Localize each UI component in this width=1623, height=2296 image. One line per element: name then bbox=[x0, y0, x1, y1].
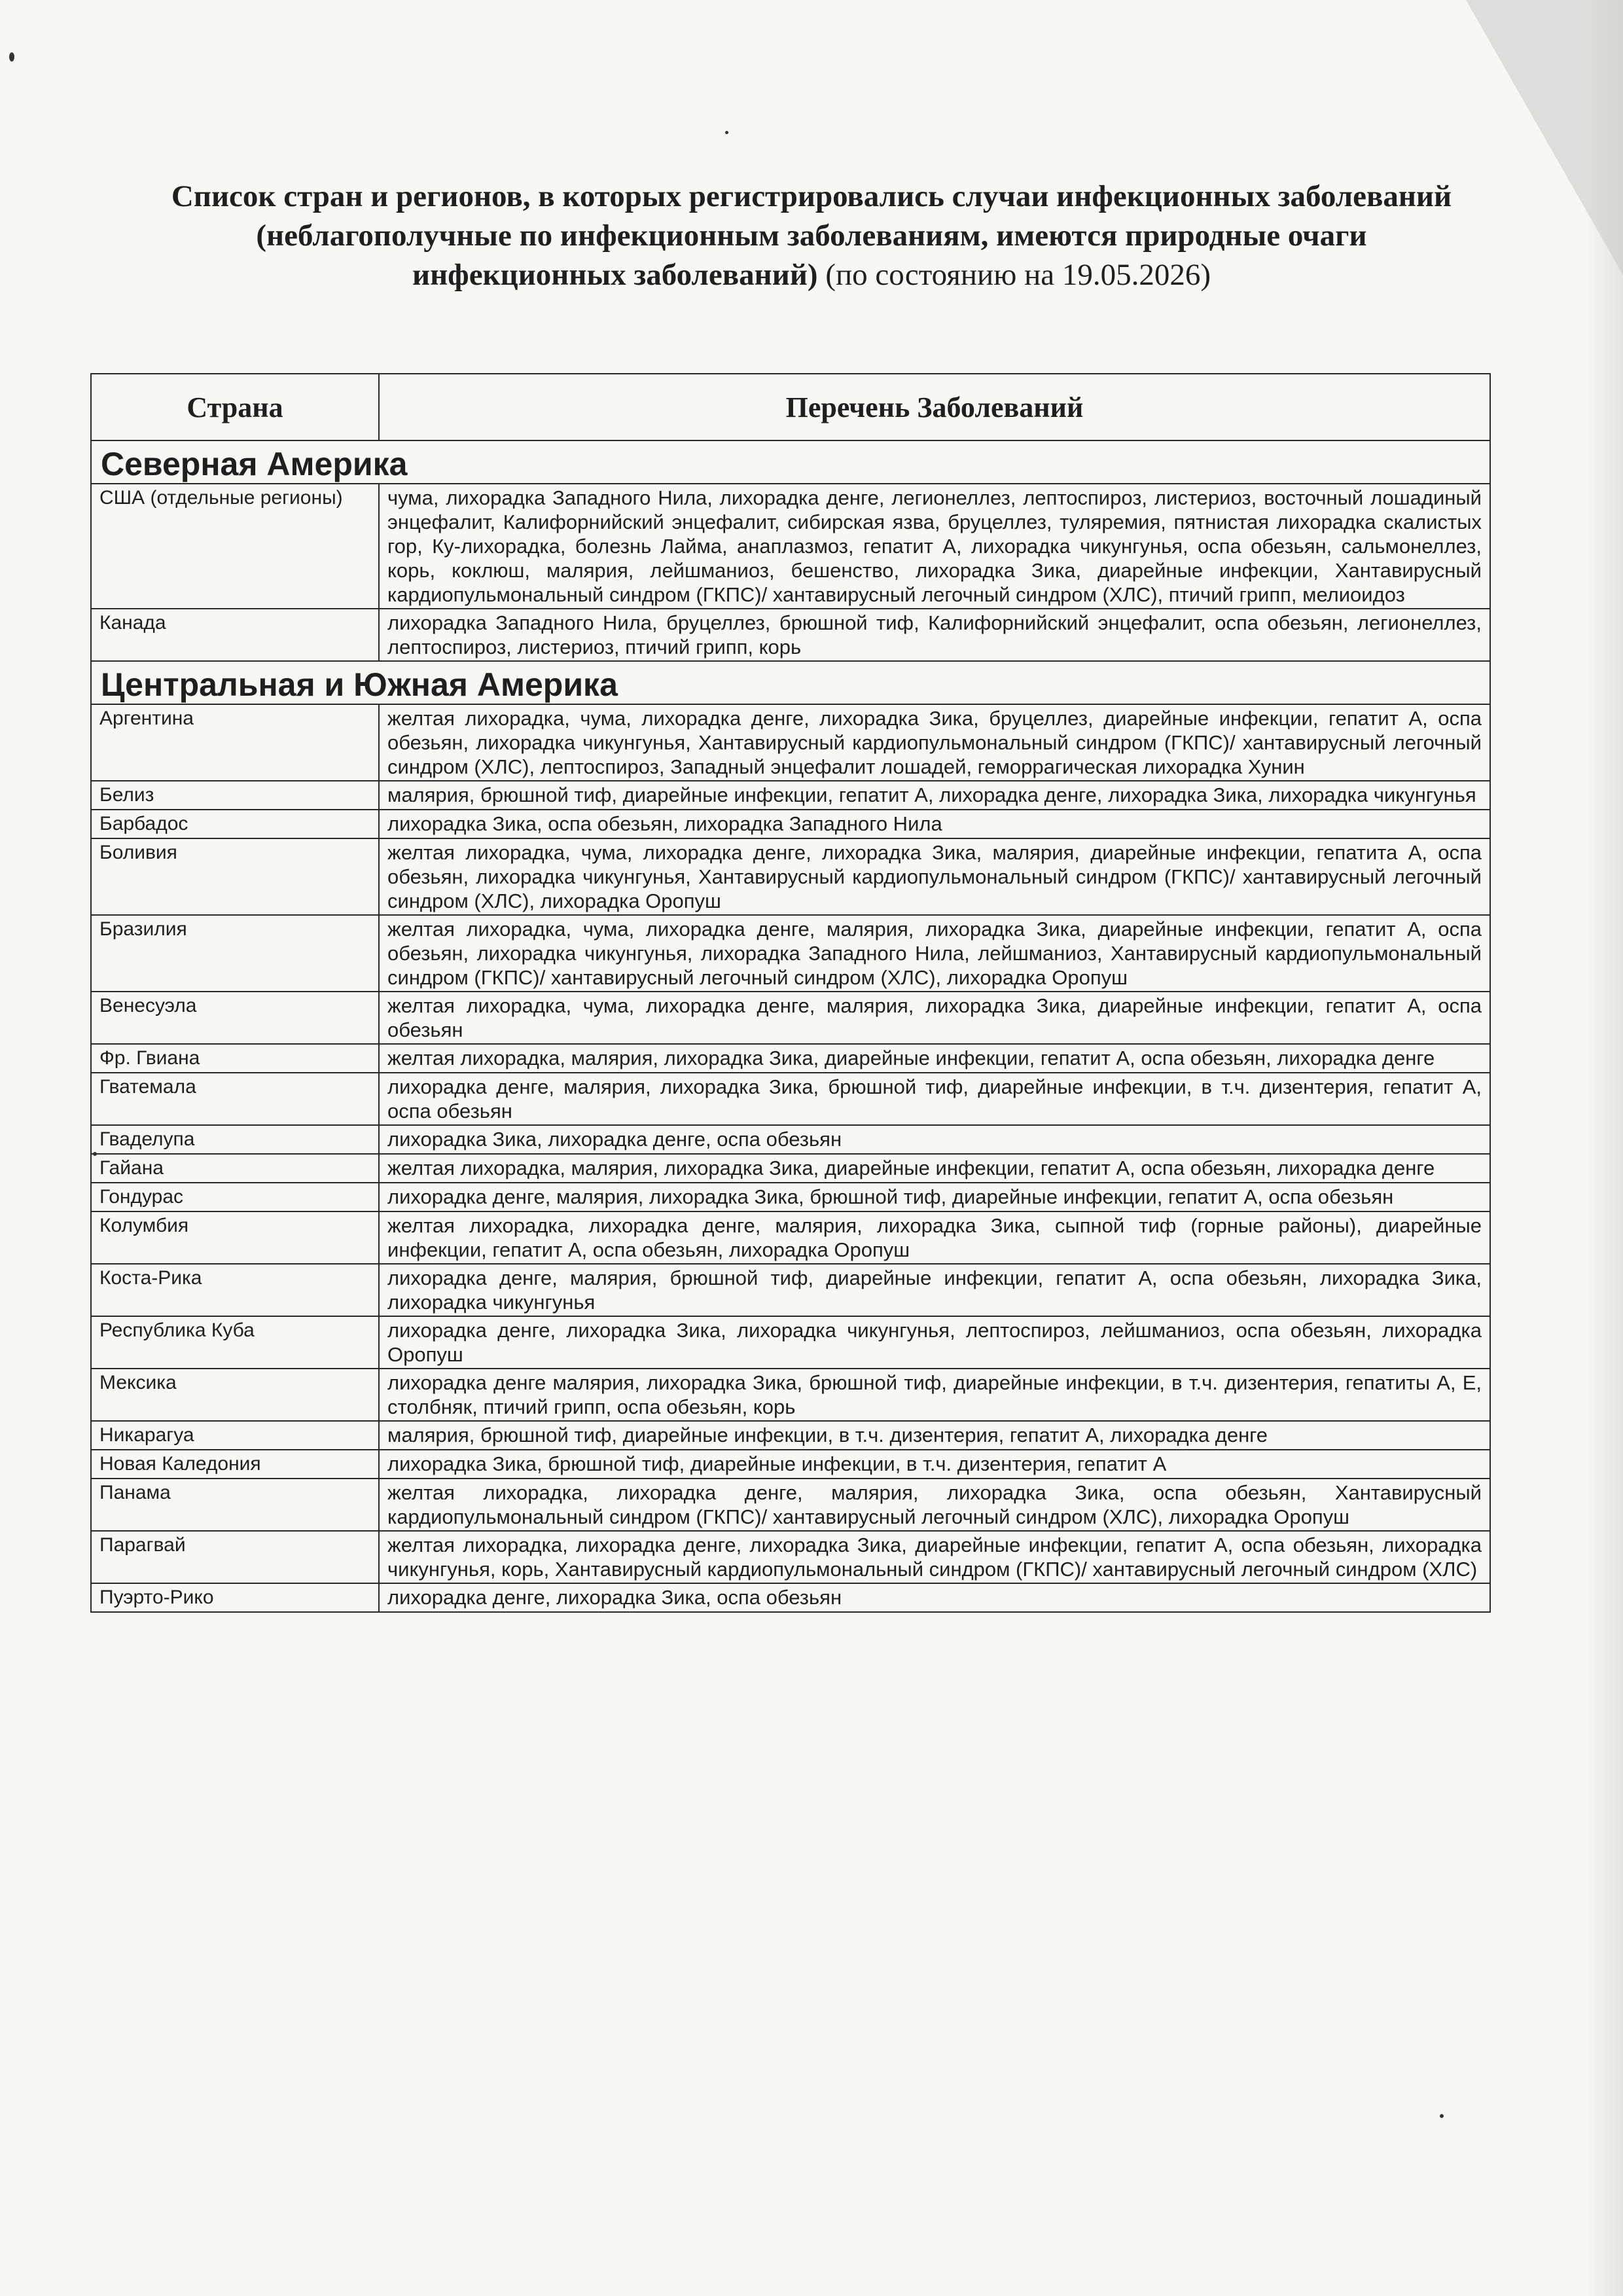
diseases-cell: малярия, брюшной тиф, диарейные инфекции, гепатит А, лихорадка денге, лихорадка Зика, лихорадка чикунгунья bbox=[379, 781, 1490, 810]
country-cell: Венесуэла bbox=[91, 992, 379, 1044]
table-row bbox=[91, 1531, 1490, 1583]
table-row bbox=[91, 1044, 1490, 1073]
table-row bbox=[91, 1183, 1490, 1211]
diseases-cell: лихорадка денге, малярия, лихорадка Зика, брюшной тиф, диарейные инфекции, в т.ч. дизентерия, гепатит А, оспа обезьян bbox=[379, 1073, 1490, 1125]
title-date: (по состоянию на 19.05.2026) bbox=[817, 258, 1211, 292]
title-main: Список стран и регионов, в которых регистрировались случаи инфекционных заболеваний (неблагополучные по инфекционным заболеваниям, имеются природные очаги инфекционных заболеваний) bbox=[171, 179, 1452, 292]
country-cell: Мексика bbox=[91, 1369, 379, 1421]
diseases-cell: желтая лихорадка, чума, лихорадка денге, лихорадка Зика, малярия, диарейные инфекции, гепатита А, оспа обезьян, лихорадка чикунгунья, Хантавирусный кардиопульмональный синдром (ГКПС)/ хантавирусный легочный синдром (ХЛС), лихорадка Оропуш bbox=[379, 838, 1490, 915]
document-title bbox=[157, 177, 1466, 295]
diseases-cell: лихорадка Западного Нила, бруцеллез, брюшной тиф, Калифорнийский энцефалит, оспа обезьян, легионеллез, лептоспироз, листериоз, птичий грипп, корь bbox=[379, 609, 1490, 661]
country-cell: Панама bbox=[91, 1479, 379, 1531]
diseases-cell: желтая лихорадка, чума, лихорадка денге, лихорадка Зика, бруцеллез, диарейные инфекции, гепатит А, оспа обезьян, лихорадка чикунгунья, Хантавирусный кардиопульмональный синдром (ГКПС)/ хантавирусный легочный синдром (ХЛС), лептоспироз, Западный энцефалит лошадей, геморрагическая лихорадка Хунин bbox=[379, 704, 1490, 781]
country-cell: Пуэрто-Рико bbox=[91, 1583, 379, 1612]
table-row bbox=[91, 1421, 1490, 1450]
diseases-cell: желтая лихорадка, малярия, лихорадка Зика, диарейные инфекции, гепатит А, оспа обезьян, лихорадка денге bbox=[379, 1154, 1490, 1183]
table-row bbox=[91, 1264, 1490, 1316]
scan-speck bbox=[1440, 2114, 1444, 2118]
country-cell: Новая Каледония bbox=[91, 1450, 379, 1479]
diseases-cell: чума, лихорадка Западного Нила, лихорадка денге, легионеллез, лептоспироз, листериоз, восточный лошадиный энцефалит, Калифорнийский энцефалит, сибирская язва, бруцеллез, туляремия, пятнистая лихорадка скалистых гор, Ку-лихорадка, болезнь Лайма, анаплазмоз, гепатит А, лихорадка чикунгунья, оспа обезьян, сальмонеллез, корь, коклюш, малярия, лейшманиоз, бешенство, лихорадка Зика, диарейные инфекции, Хантавирусный кардиопульмональный синдром (ГКПС)/ хантавирусный легочный синдром (ХЛС), птичий грипп, мелиоидоз bbox=[379, 484, 1490, 609]
folded-corner bbox=[1466, 0, 1623, 275]
page-edge-shadow bbox=[1584, 0, 1623, 2296]
country-cell: Парагвай bbox=[91, 1531, 379, 1583]
table-row bbox=[91, 992, 1490, 1044]
country-cell: Фр. Гвиана bbox=[91, 1044, 379, 1073]
table-row bbox=[91, 1125, 1490, 1154]
diseases-cell: желтая лихорадка, лихорадка денге, лихорадка Зика, диарейные инфекции, гепатит А, оспа обезьян, лихорадка чикунгунья, корь, Хантавирусный кардиопульмональный синдром (ГКПС)/ хантавирусный легочный синдром (ХЛС) bbox=[379, 1531, 1490, 1583]
country-cell: Колумбия bbox=[91, 1211, 379, 1264]
country-cell: США (отдельные регионы) bbox=[91, 484, 379, 609]
scan-speck bbox=[9, 52, 14, 62]
scan-speck bbox=[93, 1152, 97, 1156]
table-row bbox=[91, 1369, 1490, 1421]
country-cell: Никарагуа bbox=[91, 1421, 379, 1450]
country-cell: Республика Куба bbox=[91, 1316, 379, 1369]
table-row bbox=[91, 1316, 1490, 1369]
region-heading: Северная Америка bbox=[91, 440, 1490, 484]
diseases-cell: лихорадка денге малярия, лихорадка Зика, брюшной тиф, диарейные инфекции, в т.ч. дизентерия, гепатиты А, Е, столбняк, птичий грипп, оспа обезьян, корь bbox=[379, 1369, 1490, 1421]
scan-speck bbox=[725, 131, 728, 134]
header-country: Страна bbox=[91, 374, 379, 440]
table-row bbox=[91, 1450, 1490, 1479]
header-row bbox=[91, 374, 1490, 440]
table-body bbox=[91, 440, 1490, 1612]
diseases-cell: лихорадка денге, лихорадка Зика, лихорадка чикунгунья, лептоспироз, лейшманиоз, оспа обезьян, лихорадка Оропуш bbox=[379, 1316, 1490, 1369]
country-cell: Бразилия bbox=[91, 915, 379, 992]
diseases-cell: желтая лихорадка, чума, лихорадка денге, малярия, лихорадка Зика, диарейные инфекции, гепатит А, оспа обезьян, лихорадка чикунгунья, лихорадка Западного Нила, лейшманиоз, Хантавирусный кардиопульмональный синдром (ГКПС)/ хантавирусный легочный синдром (ХЛС), лихорадка Оропуш bbox=[379, 915, 1490, 992]
table-row bbox=[91, 609, 1490, 661]
diseases-cell: лихорадка денге, лихорадка Зика, оспа обезьян bbox=[379, 1583, 1490, 1612]
country-cell: Боливия bbox=[91, 838, 379, 915]
table-row bbox=[91, 838, 1490, 915]
country-cell: Белиз bbox=[91, 781, 379, 810]
table-row bbox=[91, 704, 1490, 781]
table-row bbox=[91, 1583, 1490, 1612]
table-row bbox=[91, 484, 1490, 609]
country-cell: Гваделупа bbox=[91, 1125, 379, 1154]
table-row bbox=[91, 1211, 1490, 1264]
diseases-cell: лихорадка Зика, оспа обезьян, лихорадка Западного Нила bbox=[379, 810, 1490, 838]
country-cell: Гондурас bbox=[91, 1183, 379, 1211]
country-cell: Барбадос bbox=[91, 810, 379, 838]
country-cell: Гватемала bbox=[91, 1073, 379, 1125]
country-cell: Аргентина bbox=[91, 704, 379, 781]
diseases-cell: лихорадка Зика, лихорадка денге, оспа обезьян bbox=[379, 1125, 1490, 1154]
table-row bbox=[91, 1479, 1490, 1531]
diseases-cell: лихорадка Зика, брюшной тиф, диарейные инфекции, в т.ч. дизентерия, гепатит А bbox=[379, 1450, 1490, 1479]
country-cell: Коста-Рика bbox=[91, 1264, 379, 1316]
region-row bbox=[91, 661, 1490, 704]
diseases-cell: лихорадка денге, малярия, лихорадка Зика, брюшной тиф, диарейные инфекции, гепатит А, оспа обезьян bbox=[379, 1183, 1490, 1211]
table-row bbox=[91, 1154, 1490, 1183]
diseases-cell: желтая лихорадка, малярия, лихорадка Зика, диарейные инфекции, гепатит А, оспа обезьян, лихорадка денге bbox=[379, 1044, 1490, 1073]
country-cell: Канада bbox=[91, 609, 379, 661]
region-row bbox=[91, 440, 1490, 484]
diseases-cell: желтая лихорадка, чума, лихорадка денге, малярия, лихорадка Зика, диарейные инфекции, гепатит А, оспа обезьян bbox=[379, 992, 1490, 1044]
table-row bbox=[91, 781, 1490, 810]
country-cell: Гайана bbox=[91, 1154, 379, 1183]
header-diseases: Перечень Заболеваний bbox=[379, 374, 1490, 440]
table-row bbox=[91, 915, 1490, 992]
region-heading: Центральная и Южная Америка bbox=[91, 661, 1490, 704]
diseases-cell: малярия, брюшной тиф, диарейные инфекции, в т.ч. дизентерия, гепатит А, лихорадка денге bbox=[379, 1421, 1490, 1450]
table-row bbox=[91, 810, 1490, 838]
diseases-cell: лихорадка денге, малярия, брюшной тиф, диарейные инфекции, гепатит А, оспа обезьян, лихорадка Зика, лихорадка чикунгунья bbox=[379, 1264, 1490, 1316]
diseases-cell: желтая лихорадка, лихорадка денге, малярия, лихорадка Зика, оспа обезьян, Хантавирусный кардиопульмональный синдром (ГКПС)/ хантавирусный легочный синдром (ХЛС), лихорадка Оропуш bbox=[379, 1479, 1490, 1531]
table-row bbox=[91, 1073, 1490, 1125]
disease-table bbox=[90, 373, 1491, 1613]
diseases-cell: желтая лихорадка, лихорадка денге, малярия, лихорадка Зика, сыпной тиф (горные районы), диарейные инфекции, гепатит А, оспа обезьян, лихорадка Оропуш bbox=[379, 1211, 1490, 1264]
